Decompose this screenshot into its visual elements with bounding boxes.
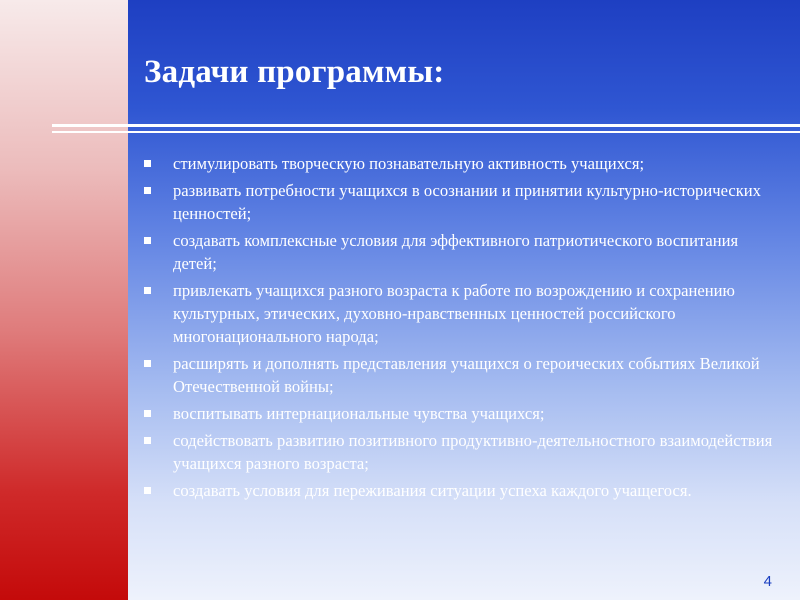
square-bullet-icon <box>144 287 151 294</box>
task-text: расширять и дополнять представления учащихся о героических событиях Великой Отечественной войны; <box>173 354 760 396</box>
list-item <box>144 429 784 475</box>
list-item <box>144 352 784 398</box>
square-bullet-icon <box>144 437 151 444</box>
task-text: создавать условия для переживания ситуации успеха каждого учащегося. <box>173 481 692 500</box>
task-text: развивать потребности учащихся в осознании и принятии культурно-исторических ценностей; <box>173 181 761 223</box>
title-divider-top <box>52 124 800 127</box>
list-item <box>144 152 784 175</box>
square-bullet-icon <box>144 160 151 167</box>
left-gradient-band <box>0 0 128 600</box>
square-bullet-icon <box>144 237 151 244</box>
task-text: воспитывать интернациональные чувства учащихся; <box>173 404 545 423</box>
page-number: 4 <box>763 573 772 590</box>
task-text: создавать комплексные условия для эффективного патриотического воспитания детей; <box>173 231 739 273</box>
task-list <box>144 152 784 506</box>
task-text: привлекать учащихся разного возраста к работе по возрождению и сохранению культурных, этических, духовно-нравственных ценностей российского многонационального народа; <box>173 281 735 346</box>
slide-title: Задачи программы: <box>144 54 445 90</box>
list-item <box>144 479 784 502</box>
list-item <box>144 402 784 425</box>
task-text: стимулировать творческую познавательную активность учащихся; <box>173 154 645 173</box>
list-item <box>144 229 784 275</box>
square-bullet-icon <box>144 360 151 367</box>
square-bullet-icon <box>144 487 151 494</box>
square-bullet-icon <box>144 187 151 194</box>
task-text: содействовать развитию позитивного продуктивно-деятельностного взаимодействия учащихся разного возраста; <box>173 431 773 473</box>
list-item <box>144 179 784 225</box>
square-bullet-icon <box>144 410 151 417</box>
title-divider-bottom <box>52 131 800 133</box>
list-item <box>144 279 784 348</box>
